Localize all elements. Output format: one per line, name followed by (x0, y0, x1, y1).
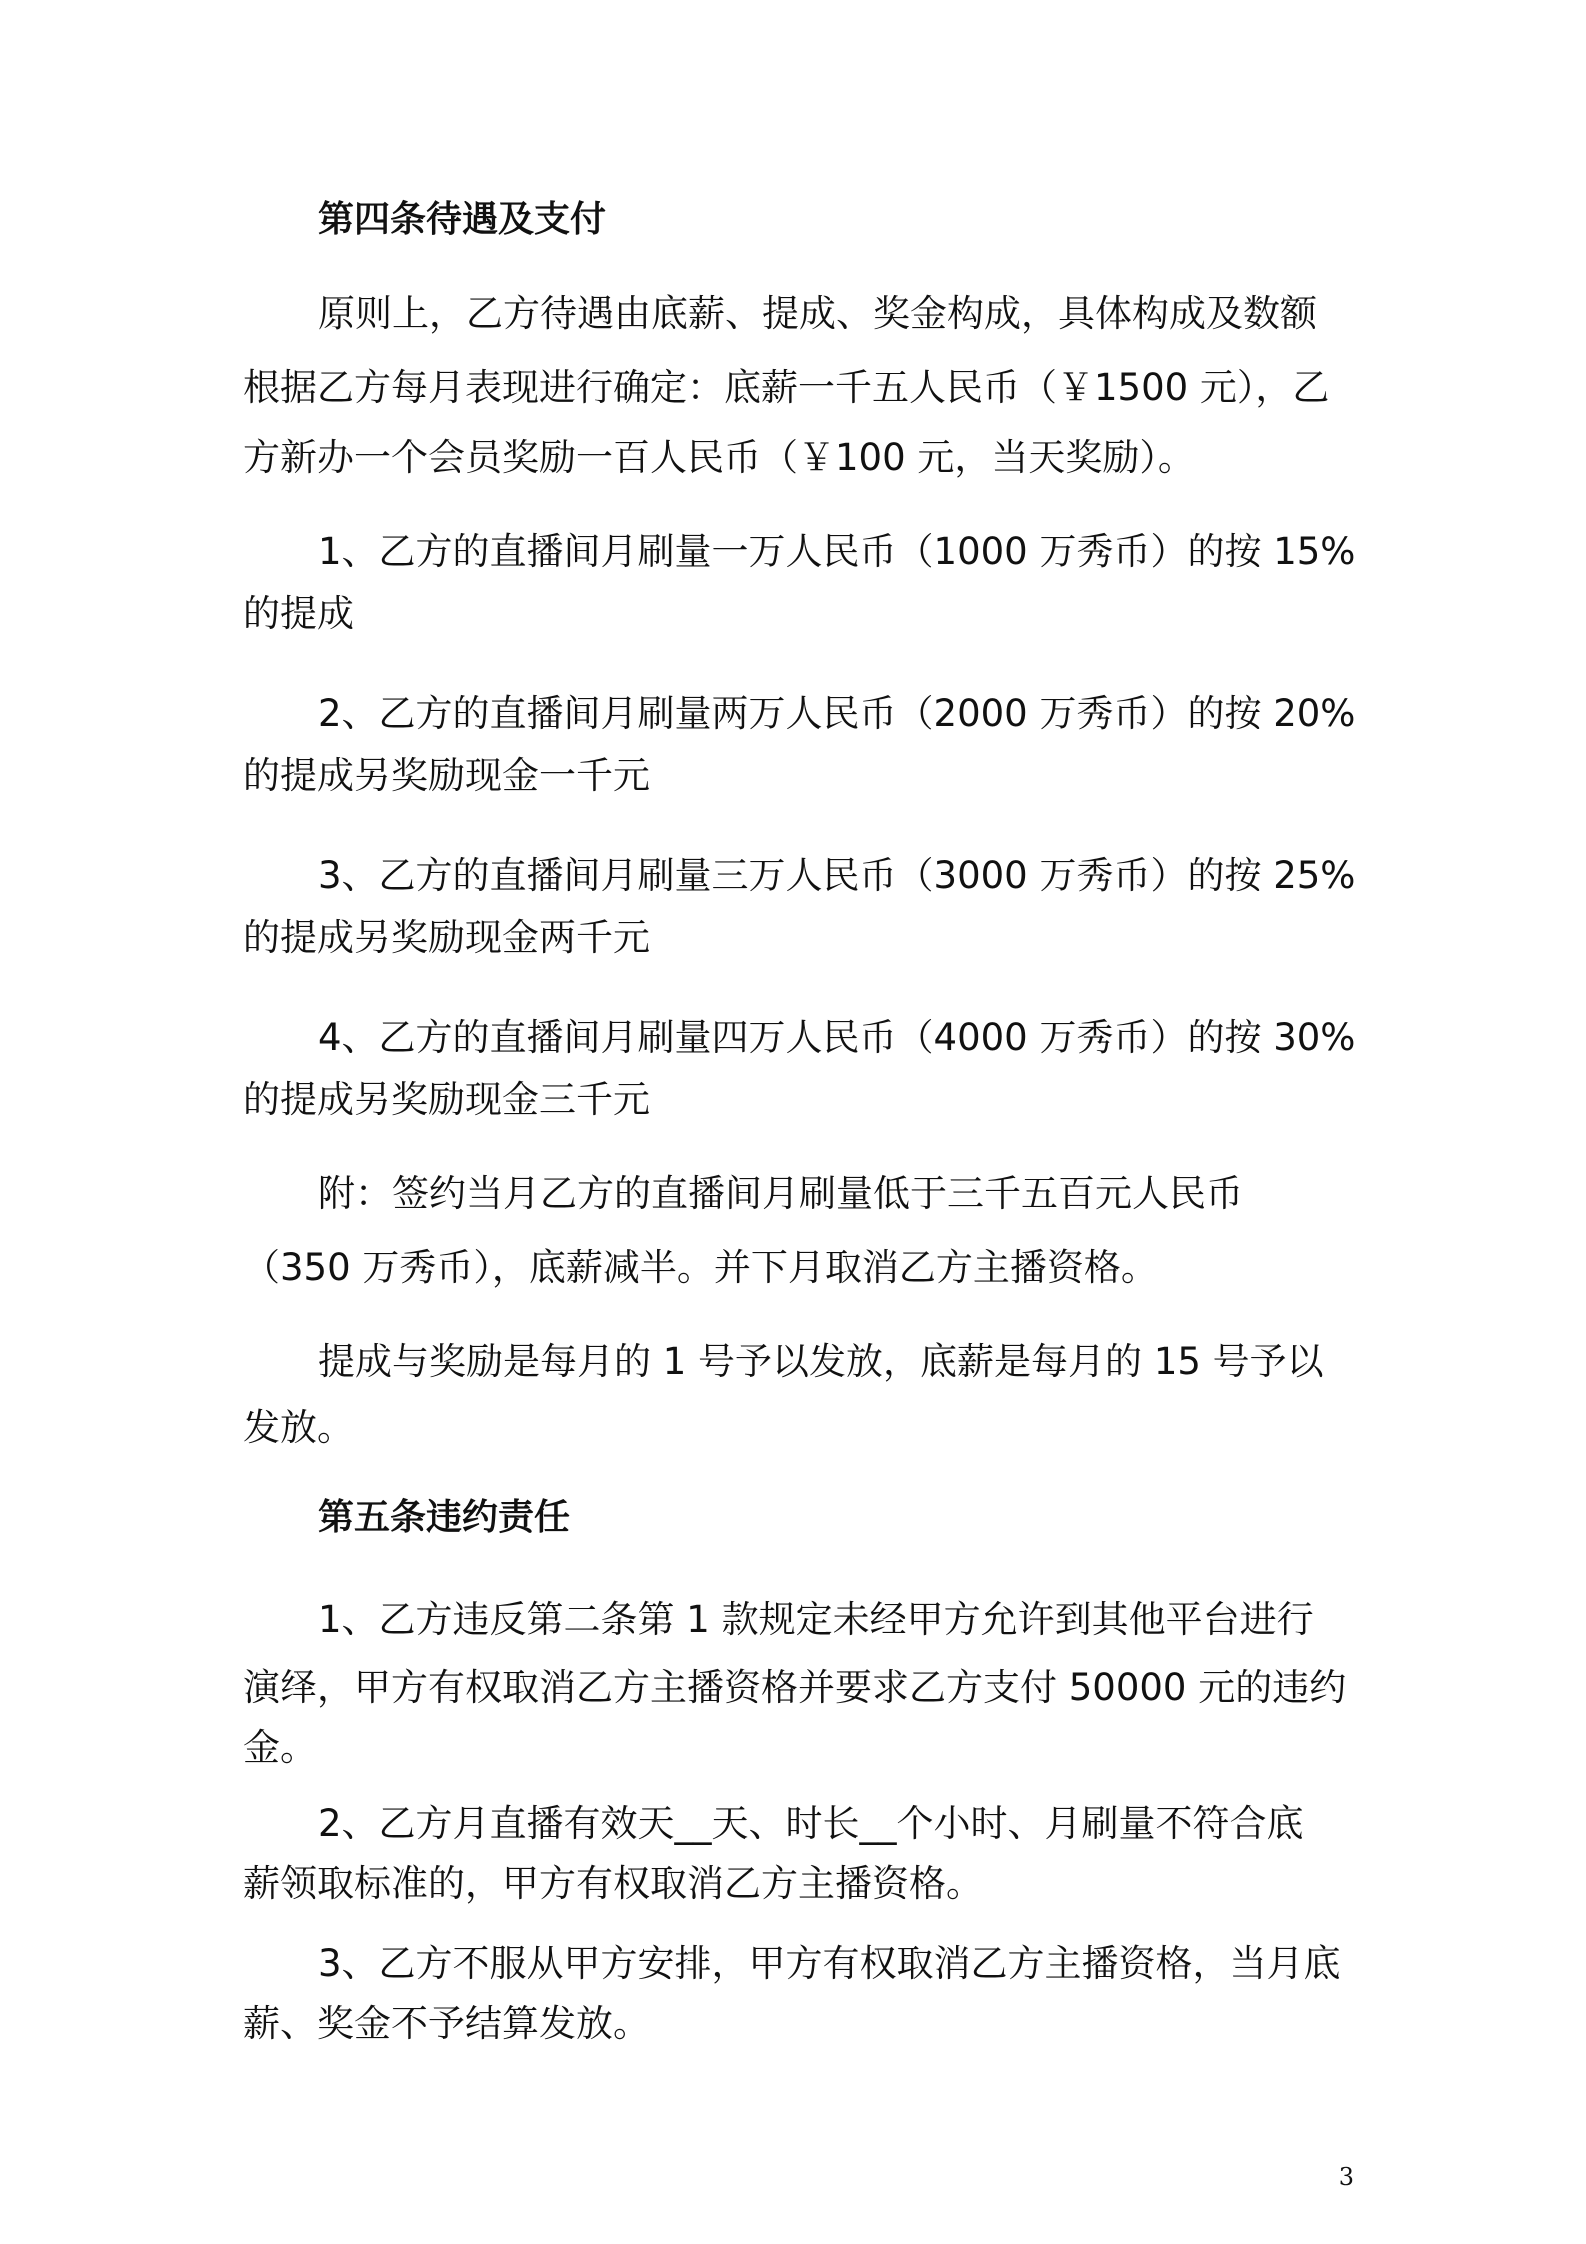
commission-item-2-line-2: 的提成另奖励现金一千元 (243, 754, 650, 797)
commission-item-4-line-1: 4、乙方的直播间月刷量四万人民币（4000 万秀币）的按 30% (318, 1016, 1356, 1059)
article-4-intro-line-1: 原则上，乙方待遇由底薪、提成、奖金构成，具体构成及数额 (318, 292, 1317, 335)
breach-item-3-line-1: 3、乙方不服从甲方安排，甲方有权取消乙方主播资格，当月底 (318, 1942, 1341, 1985)
article-4-heading: 第四条待遇及支付 (318, 199, 607, 240)
commission-item-1-line-1: 1、乙方的直播间月刷量一万人民币（1000 万秀币）的按 15% (318, 530, 1356, 573)
commission-item-2-line-1: 2、乙方的直播间月刷量两万人民币（2000 万秀币）的按 20% (318, 692, 1356, 735)
breach-item-1-line-2: 演绎，甲方有权取消乙方主播资格并要求乙方支付 50000 元的违约 (243, 1666, 1347, 1709)
commission-item-4-line-2: 的提成另奖励现金三千元 (243, 1078, 650, 1121)
breach-item-2-line-1: 2、乙方月直播有效天__天、时长__个小时、月刷量不符合底 (318, 1802, 1304, 1845)
payment-line-2: 发放。 (243, 1406, 354, 1449)
commission-item-3-line-2: 的提成另奖励现金两千元 (243, 916, 650, 959)
breach-item-2-line-2: 薪领取标准的，甲方有权取消乙方主播资格。 (243, 1862, 983, 1905)
breach-item-1-line-3: 金。 (243, 1726, 317, 1769)
article-5-heading: 第五条违约责任 (318, 1497, 571, 1538)
payment-line-1: 提成与奖励是每月的 1 号予以发放，底薪是每月的 15 号予以 (318, 1340, 1324, 1383)
article-4-intro-line-3: 方新办一个会员奖励一百人民币（￥100 元，当天奖励）。 (243, 436, 1195, 479)
commission-item-1-line-2: 的提成 (243, 592, 354, 635)
page-number: 3 (1338, 2163, 1354, 2191)
note-line-2: （350 万秀币），底薪减半。并下月取消乙方主播资格。 (243, 1246, 1158, 1289)
article-4-intro-line-2: 根据乙方每月表现进行确定：底薪一千五人民币（￥1500 元），乙 (243, 366, 1330, 409)
note-line-1: 附：签约当月乙方的直播间月刷量低于三千五百元人民币 (318, 1172, 1243, 1215)
breach-item-1-line-1: 1、乙方违反第二条第 1 款规定未经甲方允许到其他平台进行 (318, 1598, 1314, 1641)
breach-item-3-line-2: 薪、奖金不予结算发放。 (243, 2002, 650, 2045)
commission-item-3-line-1: 3、乙方的直播间月刷量三万人民币（3000 万秀币）的按 25% (318, 854, 1356, 897)
